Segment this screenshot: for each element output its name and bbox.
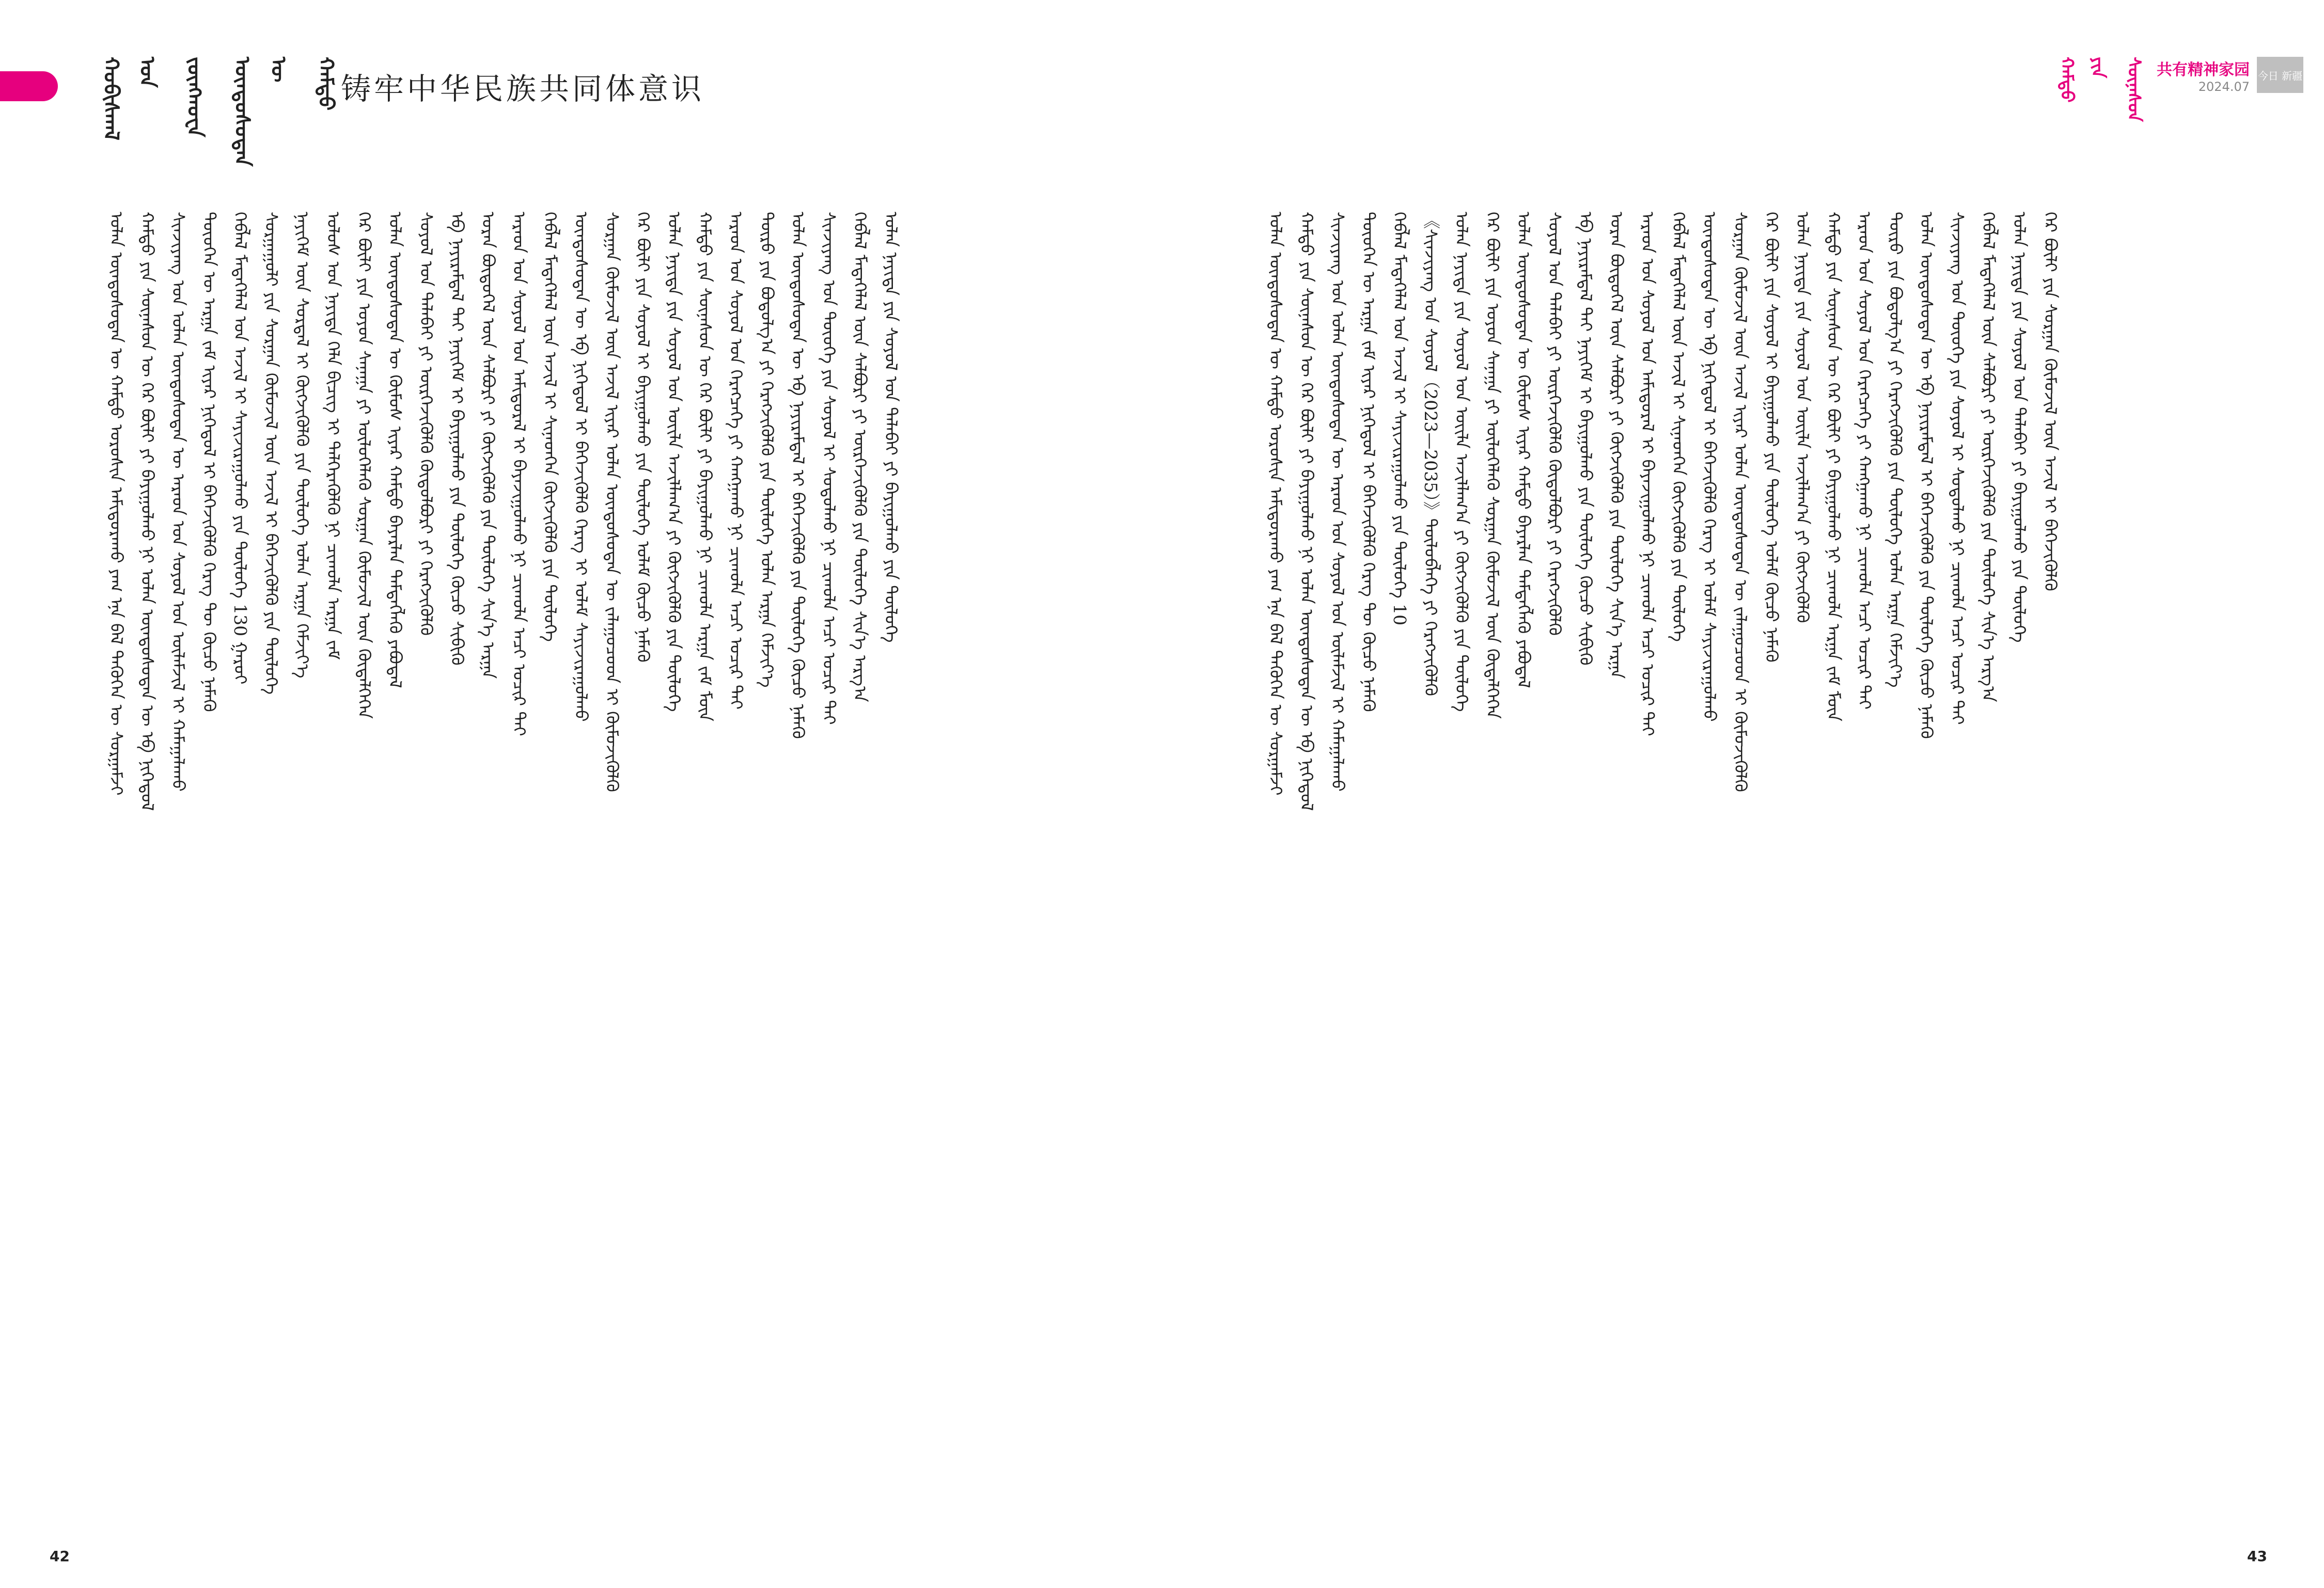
text-column: ᠰᠤᠷᠭᠠᠨ ᠬᠦᠮᠦᠵᠢᠯ ᠦᠨ ᠠᠵᠢᠯ ᠢᠶᠠᠷ ᠣᠯᠠᠨ ᠦᠨᠳᠦᠰᠦᠲᠡᠨ ᠦ ᠵᠠᠯᠠᠭᠤᠴᠤᠳ ᠢ ᠬᠦᠮᠦᠵᠢᠭᠦᠯᠬᠦ [602, 212, 622, 792]
left-page-body [101, 212, 1030, 1513]
title-line: ᠵᠦᠩᠬᠤᠸᠠ [183, 57, 207, 137]
text-column: ᠠᠷᠠᠳ ᠤᠨ ᠰᠣᠶᠤᠯ ᠤᠨ ᠠᠮᠢᠳᠤᠷᠠᠯ ᠢ ᠪᠠᠶᠠᠵᠢᠭᠤᠯᠬᠤ ᠨᠢ ᠴᠢᠬᠤᠯᠠ ᠠᠴᠢ ᠤᠴᠢᠷ ᠲᠠᠢ [1638, 212, 1658, 736]
text-column: ᠬᠡᠪᠯᠡᠯ ᠮᠡᠳᠡᠭᠡᠯᠡᠯ ᠤᠨ ᠠᠵᠢᠯ ᠢ ᠰᠠᠶᠢᠵᠢᠷᠠᠭᠤᠯᠬᠤ ᠶᠢᠨ ᠲᠥᠯᠥᠭᠡ 10 [1390, 212, 1410, 626]
text-column: ᠣᠯᠠᠨ ᠨᠡᠶᠢᠲᠡ ᠶᠢᠨ ᠰᠣᠶᠤᠯ ᠤᠨ ᠦᠢᠯᠡ ᠠᠵᠢᠯᠯᠠᠭ᠎ᠠ ᠶᠢ ᠬᠥᠭᠵᠢᠭᠦᠯᠬᠦ ᠶᠢᠨ ᠲᠥᠯᠥᠭᠡ [664, 212, 684, 712]
title-line: ᠦᠨᠳᠦᠰᠦᠲᠡᠨ ᠦ [230, 57, 291, 167]
column-name-line: ᠰᠦᠨᠡᠰᠦᠨ [2124, 57, 2144, 122]
text-column: ᠬᠡᠪᠯᠡᠯ ᠮᠡᠳᠡᠭᠡᠯᠡᠯ ᠤᠨ ᠠᠵᠢᠯ ᠢ ᠰᠠᠶᠢᠵᠢᠷᠠᠭᠤᠯᠬᠤ ᠶᠢᠨ ᠲᠥᠯᠥᠭᠡ 130 ᠭᠠᠷᠤᠢ [230, 212, 250, 685]
text-column: ᠲᠥᠷᠥ ᠶᠢᠨ ᠪᠣᠳᠣᠯᠭ᠎ᠠ ᠶᠢ ᠬᠡᠷᠡᠭᠵᠢᠭᠦᠯᠬᠦ ᠶᠢᠨ ᠲᠥᠯᠥᠭᠡ ᠣᠯᠠᠨ ᠠᠷᠭᠠ ᠬᠡᠮᠵᠢᠶ᠎ᠡ [1886, 212, 1906, 688]
text-column: ᠤᠯᠤᠰ ᠤᠨ ᠨᠡᠶᠢᠲᠡ ᠬᠡᠯᠡ ᠪᠢᠴᠢᠭ ᠢ ᠳᠡᠯᠭᠡᠷᠡᠭᠦᠯᠬᠦ ᠨᠢ ᠴᠢᠬᠤᠯᠠ ᠠᠷᠭᠠ ᠵᠠᠮ [323, 212, 343, 660]
text-column: ᠬᠡᠪᠯᠡᠯ ᠮᠡᠳᠡᠭᠡᠯᠡᠯ ᠦᠨ ᠰᠠᠯᠪᠤᠷᠢ ᠶᠢ ᠥᠷᠭᠡᠵᠢᠭᠦᠯᠬᠦ ᠶᠢᠨ ᠲᠥᠯᠥᠭᠡ ᠰᠢᠨ᠎ᠡ ᠠᠷᠭ᠎ᠠ [850, 212, 870, 702]
magazine-header [2051, 57, 2303, 122]
column-name-chinese: 共有精神家园 [2157, 61, 2250, 79]
text-column: ᠤᠷᠠᠨ ᠪᠦᠲᠦᠭᠡᠯ ᠦᠨ ᠰᠠᠯᠪᠤᠷᠢ ᠶᠢ ᠬᠥᠭᠵᠢᠭᠦᠯᠬᠦ ᠶᠢᠨ ᠲᠥᠯᠥᠭᠡ ᠰᠢᠨ᠎ᠡ ᠠᠷᠭᠠ [1607, 212, 1627, 679]
text-column: ᠣᠯᠠᠨ ᠨᠡᠶᠢᠲᠡ ᠶᠢᠨ ᠰᠣᠶᠤᠯ ᠤᠨ ᠦᠢᠯᠡ ᠠᠵᠢᠯᠯᠠᠭ᠎ᠠ ᠶᠢ ᠬᠥᠭᠵᠢᠭᠦᠯᠬᠦ ᠶᠢᠨ ᠲᠥᠯᠥᠭᠡ [1452, 212, 1472, 712]
text-column: ᠬᠠᠮᠲᠤ ᠶᠢᠨ ᠰᠦᠨᠡᠰᠦᠨ ᠦ ᠭᠡᠷ ᠪᠦᠯᠢ ᠶᠢ ᠪᠠᠶᠢᠭᠤᠯᠬᠤ ᠨᠢ ᠴᠢᠬᠤᠯᠠ ᠠᠷᠭᠠ ᠵᠠᠮ ᠮᠥᠨ [1824, 212, 1844, 721]
text-column: ᠠᠷᠠᠳ ᠤᠨ ᠰᠣᠶᠤᠯ ᠤᠨ ᠠᠮᠢᠳᠤᠷᠠᠯ ᠢ ᠪᠠᠶᠠᠵᠢᠭᠤᠯᠬᠤ ᠨᠢ ᠴᠢᠬᠤᠯᠠ ᠠᠴᠢ ᠤᠴᠢᠷ ᠲᠠᠢ [509, 212, 529, 736]
text-column: ᠣᠯᠠᠨ ᠨᠡᠶᠢᠲᠡ ᠶᠢᠨ ᠰᠣᠶᠤᠯ ᠤᠨ ᠲᠠᠯᠠᠪᠠᠢ ᠶᠢ ᠪᠠᠶᠢᠭᠤᠯᠬᠤ ᠶᠢᠨ ᠲᠥᠯᠥᠭᠡ [2009, 212, 2030, 643]
text-column: ᠬᠠᠮᠲᠤ ᠶᠢᠨ ᠰᠦᠨᠡᠰᠦᠨ ᠦ ᠭᠡᠷ ᠪᠦᠯᠢ ᠶᠢ ᠪᠠᠶᠢᠭᠤᠯᠬᠤ ᠨᠢ ᠣᠯᠠᠨ ᠦᠨᠳᠦᠰᠦᠲᠡᠨ ᠦ ᠡᠪ ᠨᠢᠭᠡᠳᠦᠯ [137, 212, 158, 811]
text-column: ᠡᠪ ᠨᠠᠶᠢᠷᠠᠮᠳᠠᠯ ᠲᠠᠢ ᠨᠡᠶᠢᠭᠡᠮ ᠢ ᠪᠠᠶᠢᠭᠤᠯᠬᠤ ᠶᠢᠨ ᠲᠥᠯᠥᠭᠡ ᠬᠦᠴᠦ ᠰᠢᠪᠢᠬᠦ [1576, 212, 1596, 666]
text-column: ᠣᠯᠠᠨ ᠦᠨᠳᠦᠰᠦᠲᠡᠨ ᠦ ᠬᠦᠮᠦᠰ ᠢᠶᠠᠷ ᠬᠠᠮᠲᠤ ᠪᠠᠶᠠᠷᠯᠠᠨ ᠲᠡᠮᠳᠡᠭᠯᠡᠬᠦ ᠶᠠᠪᠤᠳᠠᠯ [385, 212, 405, 688]
text-column: ᠠᠷᠠᠳ ᠤᠨ ᠰᠤᠶᠤᠯ ᠤᠨ ᠬᠡᠷᠡᠭᠴᠡᠭᠡ ᠶᠢ ᠬᠠᠩᠭᠠᠬᠤ ᠨᠢ ᠴᠢᠬᠤᠯᠠ ᠠᠴᠢ ᠤᠴᠢᠷ ᠲᠠᠢ [726, 212, 746, 710]
page-number-right: 43 [2247, 1548, 2267, 1565]
text-column: ᠠᠷᠠᠳ ᠤᠨ ᠰᠤᠶᠤᠯ ᠤᠨ ᠬᠡᠷᠡᠭᠴᠡᠭᠡ ᠶᠢ ᠬᠠᠩᠭᠠᠬᠤ ᠨᠢ ᠴᠢᠬᠤᠯᠠ ᠠᠴᠢ ᠤᠴᠢᠷ ᠲᠠᠢ [1855, 212, 1875, 710]
text-column: ᠬᠡᠪᠯᠡᠯ ᠮᠡᠳᠡᠭᠡᠯᠡᠯ ᠦᠨ ᠰᠠᠯᠪᠤᠷᠢ ᠶᠢ ᠥᠷᠭᠡᠵᠢᠭᠦᠯᠬᠦ ᠶᠢᠨ ᠲᠥᠯᠥᠭᠡ ᠰᠢᠨ᠎ᠡ ᠠᠷᠭ᠎ᠠ [1978, 212, 1999, 702]
section-title-mongolian [93, 57, 344, 167]
text-column: ᠣᠯᠠᠨ ᠦᠨᠳᠦᠰᠦᠲᠡᠨ ᠦ ᠬᠦᠮᠦᠰ ᠢᠶᠠᠷ ᠬᠠᠮᠲᠤ ᠪᠠᠶᠠᠷᠯᠠᠨ ᠲᠡᠮᠳᠡᠭᠯᠡᠬᠦ ᠶᠠᠪᠤᠳᠠᠯ [1514, 212, 1534, 688]
text-column: ᠰᠢᠨᠵᠢᠶᠠᠩ ᠤᠨ ᠲᠦᠦᠬᠡ ᠶᠢᠨ ᠰᠣᠶᠤᠯ ᠢ ᠰᠤᠳᠤᠯᠬᠤ ᠨᠢ ᠴᠢᠬᠤᠯᠠ ᠠᠴᠢ ᠤᠴᠢᠷ ᠲᠠᠢ [819, 212, 839, 725]
text-column: ᠰᠤᠷᠭᠠᠭᠤᠯᠢ ᠶᠢᠨ ᠰᠤᠷᠭᠠᠨ ᠬᠦᠮᠦᠵᠢᠯ ᠦᠨ ᠠᠵᠢᠯ ᠢ ᠪᠡᠬᠡᠵᠢᠭᠦᠯᠬᠦ ᠶᠢᠨ ᠲᠥᠯᠥᠭᠡ [261, 212, 281, 695]
column-name-mongolian [2051, 57, 2149, 122]
title-line: ᠬᠤᠪᠢᠰᠬᠠᠯ ᠤᠨ [99, 57, 160, 140]
text-column: ᠰᠢᠨᠵᠢᠶᠠᠩ ᠤᠨ ᠲᠦᠦᠬᠡ ᠶᠢᠨ ᠰᠣᠶᠤᠯ ᠢ ᠰᠤᠳᠤᠯᠬᠤ ᠨᠢ ᠴᠢᠬᠤᠯᠠ ᠠᠴᠢ ᠤᠴᠢᠷ ᠲᠠᠢ [1948, 212, 1968, 725]
text-column: ᠰᠢᠨᠵᠢᠶᠠᠩ ᠤᠨ ᠣᠯᠠᠨ ᠦᠨᠳᠦᠰᠦᠲᠡᠨ ᠦ ᠠᠷᠠᠳ ᠤᠨ ᠰᠤᠶᠤᠯ ᠤᠨ ᠦᠯᠡᠮᠵᠢᠯ ᠢ ᠬᠠᠮᠠᠭᠠᠯᠠᠬᠤ [1328, 212, 1348, 792]
page-number-left: 42 [50, 1548, 70, 1565]
text-column: ᠤᠷᠠᠨ ᠪᠦᠲᠦᠭᠡᠯ ᠦᠨ ᠰᠠᠯᠪᠤᠷᠢ ᠶᠢ ᠬᠥᠭᠵᠢᠭᠦᠯᠬᠦ ᠶᠢᠨ ᠲᠥᠯᠥᠭᠡ ᠰᠢᠨ᠎ᠡ ᠠᠷᠭᠠ [478, 212, 498, 679]
text-column: ᠣᠯᠠᠨ ᠦᠨᠳᠦᠰᠦᠲᠡᠨ ᠦ ᠡᠪ ᠨᠠᠶᠢᠷᠠᠮᠳᠠᠯ ᠢ ᠪᠡᠬᠡᠵᠢᠭᠦᠯᠬᠦ ᠶᠢᠨ ᠲᠥᠯᠥᠭᠡ ᠬᠦᠴᠦ ᠨᠡᠮᠡᠬᠦ [788, 212, 808, 739]
text-column: ᠭᠡᠷ ᠪᠦᠯᠢ ᠶᠢᠨ ᠣᠶᠤᠨ ᠰᠠᠨᠠᠭᠠ ᠶᠢ ᠥᠯᠦᠭᠡᠯᠡᠬᠦ ᠰᠤᠷᠭᠠᠨ ᠬᠦᠮᠦᠵᠢᠯ ᠦᠨ ᠬᠥᠳᠡᠯᠭᠡᠭᠡᠨ [354, 212, 374, 719]
text-column: 《ᠰᠢᠨᠵᠢᠶᠠᠩ ᠤᠨ ᠰᠣᠶᠤᠯ（2023—2035）》ᠲᠥᠯᠥᠪᠯᠡᠭᠡ ᠶᠢ ᠬᠡᠷᠡᠭᠵᠢᠭᠦᠯᠬᠦ [1421, 212, 1441, 696]
text-column: ᠬᠡᠪᠯᠡᠯ ᠮᠡᠳᠡᠭᠡᠯᠡᠯ ᠦᠨ ᠠᠵᠢᠯ ᠢ ᠰᠢᠨᠡᠳᠬᠡᠨ ᠬᠥᠭᠵᠢᠭᠦᠯᠬᠦ ᠶᠢᠨ ᠲᠥᠯᠥᠭᠡ [1669, 212, 1689, 642]
text-column: ᠰᠤᠷᠭᠠᠨ ᠬᠦᠮᠦᠵᠢᠯ ᠦᠨ ᠠᠵᠢᠯ ᠢᠶᠠᠷ ᠣᠯᠠᠨ ᠦᠨᠳᠦᠰᠦᠲᠡᠨ ᠦ ᠵᠠᠯᠠᠭᠤᠴᠤᠳ ᠢ ᠬᠦᠮᠦᠵᠢᠭᠦᠯᠬᠦ [1731, 212, 1751, 792]
text-column: ᠨᠡᠶᠢᠭᠡᠮ ᠦᠨ ᠰᠤᠷᠲᠠᠯ ᠢ ᠬᠥᠭᠵᠢᠭᠦᠯᠬᠦ ᠶᠢᠨ ᠲᠥᠯᠥᠭᠡ ᠣᠯᠠᠨ ᠠᠷᠭᠠ ᠬᠡᠮᠵᠢᠶ᠎ᠡ [292, 212, 312, 679]
text-column: ᠬᠠᠮᠲᠤ ᠶᠢᠨ ᠰᠦᠨᠡᠰᠦᠨ ᠦ ᠭᠡᠷ ᠪᠦᠯᠢ ᠶᠢ ᠪᠠᠶᠢᠭᠤᠯᠬᠤ ᠨᠢ ᠣᠯᠠᠨ ᠦᠨᠳᠦᠰᠦᠲᠡᠨ ᠦ ᠡᠪ ᠨᠢᠭᠡᠳᠦᠯ [1297, 212, 1317, 811]
column-name-line: ᠬᠠᠮᠲᠤ ᠶᠢᠨ [2056, 57, 2108, 103]
text-column: ᠭᠡᠷ ᠪᠦᠯᠢ ᠶᠢᠨ ᠰᠣᠶᠤᠯ ᠢ ᠪᠠᠶᠢᠭᠤᠯᠬᠤ ᠶᠢᠨ ᠲᠥᠯᠥᠭᠡ ᠤᠯᠠᠮ ᠬᠦᠴᠦ ᠨᠡᠮᠡᠬᠦ [1762, 212, 1782, 663]
issue-date: 2024.07 [2198, 80, 2250, 94]
magazine-logo: 今日 新疆 [2257, 57, 2303, 93]
text-column: ᠲᠦᠦᠬᠡᠨ ᠦ ᠠᠷᠭᠠ ᠵᠠᠮ ᠢᠶᠠᠷ ᠨᠢᠭᠡᠳᠦᠯ ᠢ ᠪᠡᠬᠡᠵᠢᠭᠦᠯᠬᠦ ᠬᠡᠷᠡᠭ ᠲᠦ ᠬᠦᠴᠦ ᠨᠡᠮᠡᠬᠦ [1359, 212, 1379, 712]
text-column: ᠭᠡᠷ ᠪᠦᠯᠢ ᠶᠢᠨ ᠣᠶᠤᠨ ᠰᠠᠨᠠᠭᠠ ᠶᠢ ᠥᠯᠦᠭᠡᠯᠡᠬᠦ ᠰᠤᠷᠭᠠᠨ ᠬᠦᠮᠦᠵᠢᠯ ᠦᠨ ᠬᠥᠳᠡᠯᠭᠡᠭᠡᠨ [1483, 212, 1503, 719]
text-column: ᠲᠦᠦᠬᠡᠨ ᠦ ᠠᠷᠭᠠ ᠵᠠᠮ ᠢᠶᠠᠷ ᠨᠢᠭᠡᠳᠦᠯ ᠢ ᠪᠡᠬᠡᠵᠢᠭᠦᠯᠬᠦ ᠬᠡᠷᠡᠭ ᠲᠦ ᠬᠦᠴᠦ ᠨᠡᠮᠡᠬᠦ [199, 212, 219, 712]
text-column: ᠬᠠᠮᠲᠤ ᠶᠢᠨ ᠰᠦᠨᠡᠰᠦᠨ ᠦ ᠭᠡᠷ ᠪᠦᠯᠢ ᠶᠢ ᠪᠠᠶᠢᠭᠤᠯᠬᠤ ᠨᠢ ᠴᠢᠬᠤᠯᠠ ᠠᠷᠭᠠ ᠵᠠᠮ ᠮᠥᠨ [695, 212, 715, 721]
text-column: ᠦᠨᠳᠦᠰᠦᠲᠡᠨ ᠦ ᠡᠪ ᠨᠢᠭᠡᠳᠦᠯ ᠢ ᠪᠡᠬᠡᠵᠢᠭᠦᠯᠬᠦ ᠬᠡᠷᠡᠭ ᠢ ᠤᠯᠠᠮ ᠰᠠᠶᠢᠵᠢᠷᠠᠭᠤᠯᠬᠤ [1700, 212, 1720, 722]
text-column: ᠰᠣᠶᠤᠯ ᠤᠨ ᠲᠠᠯᠠᠪᠠᠢ ᠶᠢ ᠦᠷᠭᠡᠵᠢᠭᠦᠯᠬᠦ ᠬᠥᠲᠦᠯᠪᠦᠷᠢ ᠶᠢ ᠬᠡᠷᠡᠭᠵᠢᠭᠦᠯᠬᠦ [1545, 212, 1565, 636]
text-column: ᠭᠡᠷ ᠪᠦᠯᠢ ᠶᠢᠨ ᠰᠣᠶᠤᠯ ᠢ ᠪᠠᠶᠢᠭᠤᠯᠬᠤ ᠶᠢᠨ ᠲᠥᠯᠥᠭᠡ ᠤᠯᠠᠮ ᠬᠦᠴᠦ ᠨᠡᠮᠡᠬᠦ [633, 212, 653, 663]
text-column: ᠣᠯᠠᠨ ᠦᠨᠳᠦᠰᠦᠲᠡᠨ ᠦ ᠬᠠᠮᠲᠤ ᠣᠷᠣᠰᠢᠨ ᠠᠮᠢᠳᠤᠷᠠᠬᠤ ᠶᠠᠭ ᠡᠨᠡ ᠪᠠᠯ ᠲᠡᠭᠦᠬᠡᠨ ᠦ ᠰᠤᠷᠭᠠᠮᠵᠢ [1266, 212, 1286, 796]
right-page-body [1260, 212, 2226, 1513]
column-name [2157, 57, 2250, 94]
text-column: ᠬᠡᠪᠯᠡᠯ ᠮᠡᠳᠡᠭᠡᠯᠡᠯ ᠦᠨ ᠠᠵᠢᠯ ᠢ ᠰᠢᠨᠡᠳᠬᠡᠨ ᠬᠥᠭᠵᠢᠭᠦᠯᠬᠦ ᠶᠢᠨ ᠲᠥᠯᠥᠭᠡ [540, 212, 560, 642]
section-tab-marker [0, 71, 58, 101]
title-line: ᠬᠠᠮᠲᠤ [314, 57, 338, 111]
text-column: ᠰᠢᠨᠵᠢᠶᠠᠩ ᠤᠨ ᠣᠯᠠᠨ ᠦᠨᠳᠦᠰᠦᠲᠡᠨ ᠦ ᠠᠷᠠᠳ ᠤᠨ ᠰᠤᠶᠤᠯ ᠤᠨ ᠦᠯᠡᠮᠵᠢᠯ ᠢ ᠬᠠᠮᠠᠭᠠᠯᠠᠬᠤ [168, 212, 189, 792]
text-column: ᠰᠣᠶᠤᠯ ᠤᠨ ᠲᠠᠯᠠᠪᠠᠢ ᠶᠢ ᠦᠷᠭᠡᠵᠢᠭᠦᠯᠬᠦ ᠬᠥᠲᠦᠯᠪᠦᠷᠢ ᠶᠢ ᠬᠡᠷᠡᠭᠵᠢᠭᠦᠯᠬᠦ [416, 212, 436, 636]
text-column: ᠡᠪ ᠨᠠᠶᠢᠷᠠᠮᠳᠠᠯ ᠲᠠᠢ ᠨᠡᠶᠢᠭᠡᠮ ᠢ ᠪᠠᠶᠢᠭᠤᠯᠬᠤ ᠶᠢᠨ ᠲᠥᠯᠥᠭᠡ ᠬᠦᠴᠦ ᠰᠢᠪᠢᠬᠦ [447, 212, 467, 666]
text-column: ᠣᠯᠠᠨ ᠨᠡᠶᠢᠲᠡ ᠶᠢᠨ ᠰᠣᠶᠤᠯ ᠤᠨ ᠦᠢᠯᠡ ᠠᠵᠢᠯᠯᠠᠭ᠎ᠠ ᠶᠢ ᠬᠥᠭᠵᠢᠭᠦᠯᠬᠦ [1793, 212, 1813, 623]
text-column: ᠦᠨᠳᠦᠰᠦᠲᠡᠨ ᠦ ᠡᠪ ᠨᠢᠭᠡᠳᠦᠯ ᠢ ᠪᠡᠬᠡᠵᠢᠭᠦᠯᠬᠦ ᠬᠡᠷᠡᠭ ᠢ ᠤᠯᠠᠮ ᠰᠠᠶᠢᠵᠢᠷᠠᠭᠤᠯᠬᠤ [571, 212, 591, 722]
text-column: ᠣᠯᠠᠨ ᠦᠨᠳᠦᠰᠦᠲᠡᠨ ᠦ ᠬᠠᠮᠲᠤ ᠣᠷᠣᠰᠢᠨ ᠠᠮᠢᠳᠤᠷᠠᠬᠤ ᠶᠠᠭ ᠡᠨᠡ ᠪᠠᠯ ᠲᠡᠭᠦᠬᠡᠨ ᠦ ᠰᠤᠷᠭᠠᠮᠵᠢ [106, 212, 127, 796]
section-title-chinese: 铸牢中华民族共同体意识 [341, 71, 705, 106]
text-column: ᠣᠯᠠᠨ ᠨᠡᠶᠢᠲᠡ ᠶᠢᠨ ᠰᠣᠶᠤᠯ ᠤᠨ ᠲᠠᠯᠠᠪᠠᠢ ᠶᠢ ᠪᠠᠶᠢᠭᠤᠯᠬᠤ ᠶᠢᠨ ᠲᠥᠯᠥᠭᠡ [881, 212, 901, 643]
text-column: ᠣᠯᠠᠨ ᠦᠨᠳᠦᠰᠦᠲᠡᠨ ᠦ ᠡᠪ ᠨᠠᠶᠢᠷᠠᠮᠳᠠᠯ ᠢ ᠪᠡᠬᠡᠵᠢᠭᠦᠯᠬᠦ ᠶᠢᠨ ᠲᠥᠯᠥᠭᠡ ᠬᠦᠴᠦ ᠨᠡᠮᠡᠬᠦ [1917, 212, 1937, 739]
text-column: ᠭᠡᠷ ᠪᠦᠯᠢ ᠶᠢᠨ ᠰᠤᠷᠭᠠᠨ ᠬᠦᠮᠦᠵᠢᠯ ᠦᠨ ᠠᠵᠢᠯ ᠢ ᠪᠡᠬᠡᠵᠢᠭᠦᠯᠬᠦ [2040, 212, 2061, 591]
text-column: ᠲᠥᠷᠥ ᠶᠢᠨ ᠪᠣᠳᠣᠯᠭ᠎ᠠ ᠶᠢ ᠬᠡᠷᠡᠭᠵᠢᠭᠦᠯᠬᠦ ᠶᠢᠨ ᠲᠥᠯᠥᠭᠡ ᠣᠯᠠᠨ ᠠᠷᠭᠠ ᠬᠡᠮᠵᠢᠶ᠎ᠡ [757, 212, 777, 688]
